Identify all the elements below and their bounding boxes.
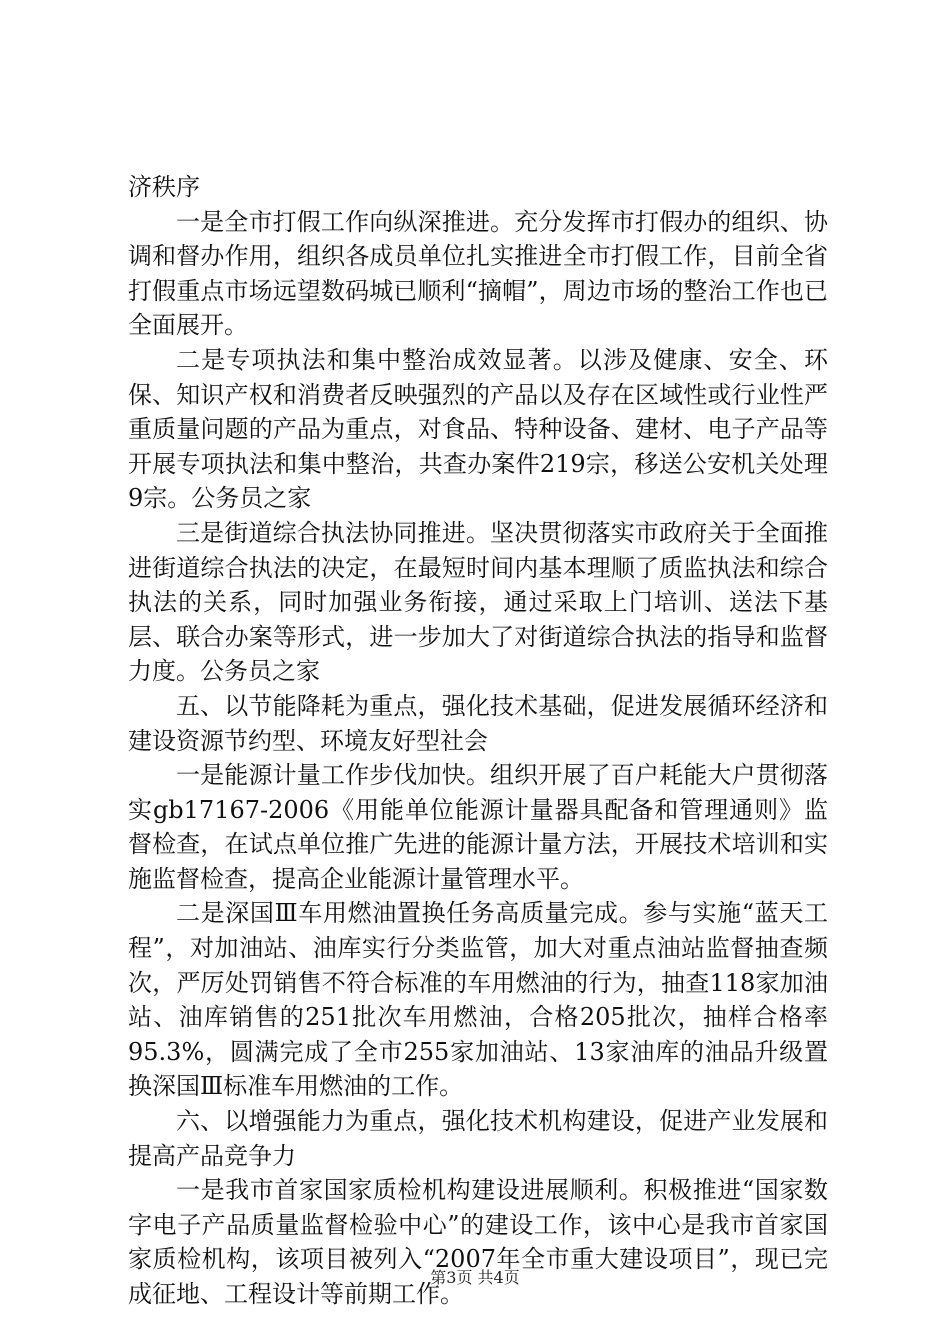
page-number-footer: 第3页 共4页 (430, 1268, 520, 1287)
section-heading-5: 五、以节能降耗为重点，强化技术基础，促进发展循环经济和建设资源节约型、环境友好型社会 (128, 691, 828, 755)
paragraph-4: 三是街道综合执法协同推进。坚决贯彻落实市政府关于全面推进街道综合执法的决定，在最短时间内基本理顺了质监执法和综合执法的关系，同时加强业务衔接，通过采取上门培训、送法下基层、联合办案等形式，进一步加大了对街道综合执法的指导和监督力度。公务员之家 (128, 518, 828, 686)
paragraph-2: 一是全市打假工作向纵深推进。充分发挥市打假办的组织、协调和督办作用，组织各成员单位扎实推进全市打假工作，目前全省打假重点市场远望数码城已顺利“摘帽”，周边市场的整治工作也已全面展开。 (128, 207, 828, 340)
document-body (128, 170, 828, 1312)
paragraph-7: 二是深国Ⅲ车用燃油置换任务高质量完成。参与实施“蓝天工程”，对加油站、油库实行分类监管，加大对重点油站监督抽查频次，严厉处罚销售不符合标准的车用燃油的行为，抽查118家加油站、油库销售的251批次车用燃油，合格205批次，抽样合格率95.3%，圆满完成了全市255家加油站、13家油库的油品升级置换深国Ⅲ标准车用燃油的工作。 (128, 899, 828, 1101)
paragraph-6: 一是能源计量工作步伐加快。组织开展了百户耗能大户贯彻落实gb17167-2006《用能单位能源计量器具配备和管理通则》监督检查，在试点单位推广先进的能源计量方法，开展技术培训和实施监督检查，提高企业能源计量管理水平。 (128, 761, 828, 893)
paragraph-9: 一是我市首家国家质检机构建设进展顺利。积极推进“国家数字电子产品质量监督检验中心”的建设工作，该中心是我市首家国家质检机构，该项目被列入“2007年全市重大建设项目”，现已完成征地、工程设计等前期工作。 (128, 1176, 828, 1308)
paragraph-3: 二是专项执法和集中整治成效显著。以涉及健康、安全、环保、知识产权和消费者反映强烈的产品以及存在区域性或行业性严重质量问题的产品为重点，对食品、特种设备、建材、电子产品等开展专项执法和集中整治，共查办案件219宗，移送公安机关处理9宗。公务员之家 (128, 345, 828, 513)
section-heading-6: 六、以增强能力为重点，强化技术机构建设，促进产业发展和提高产品竞争力 (128, 1107, 828, 1170)
paragraph-1: 济秩序 (128, 173, 200, 201)
